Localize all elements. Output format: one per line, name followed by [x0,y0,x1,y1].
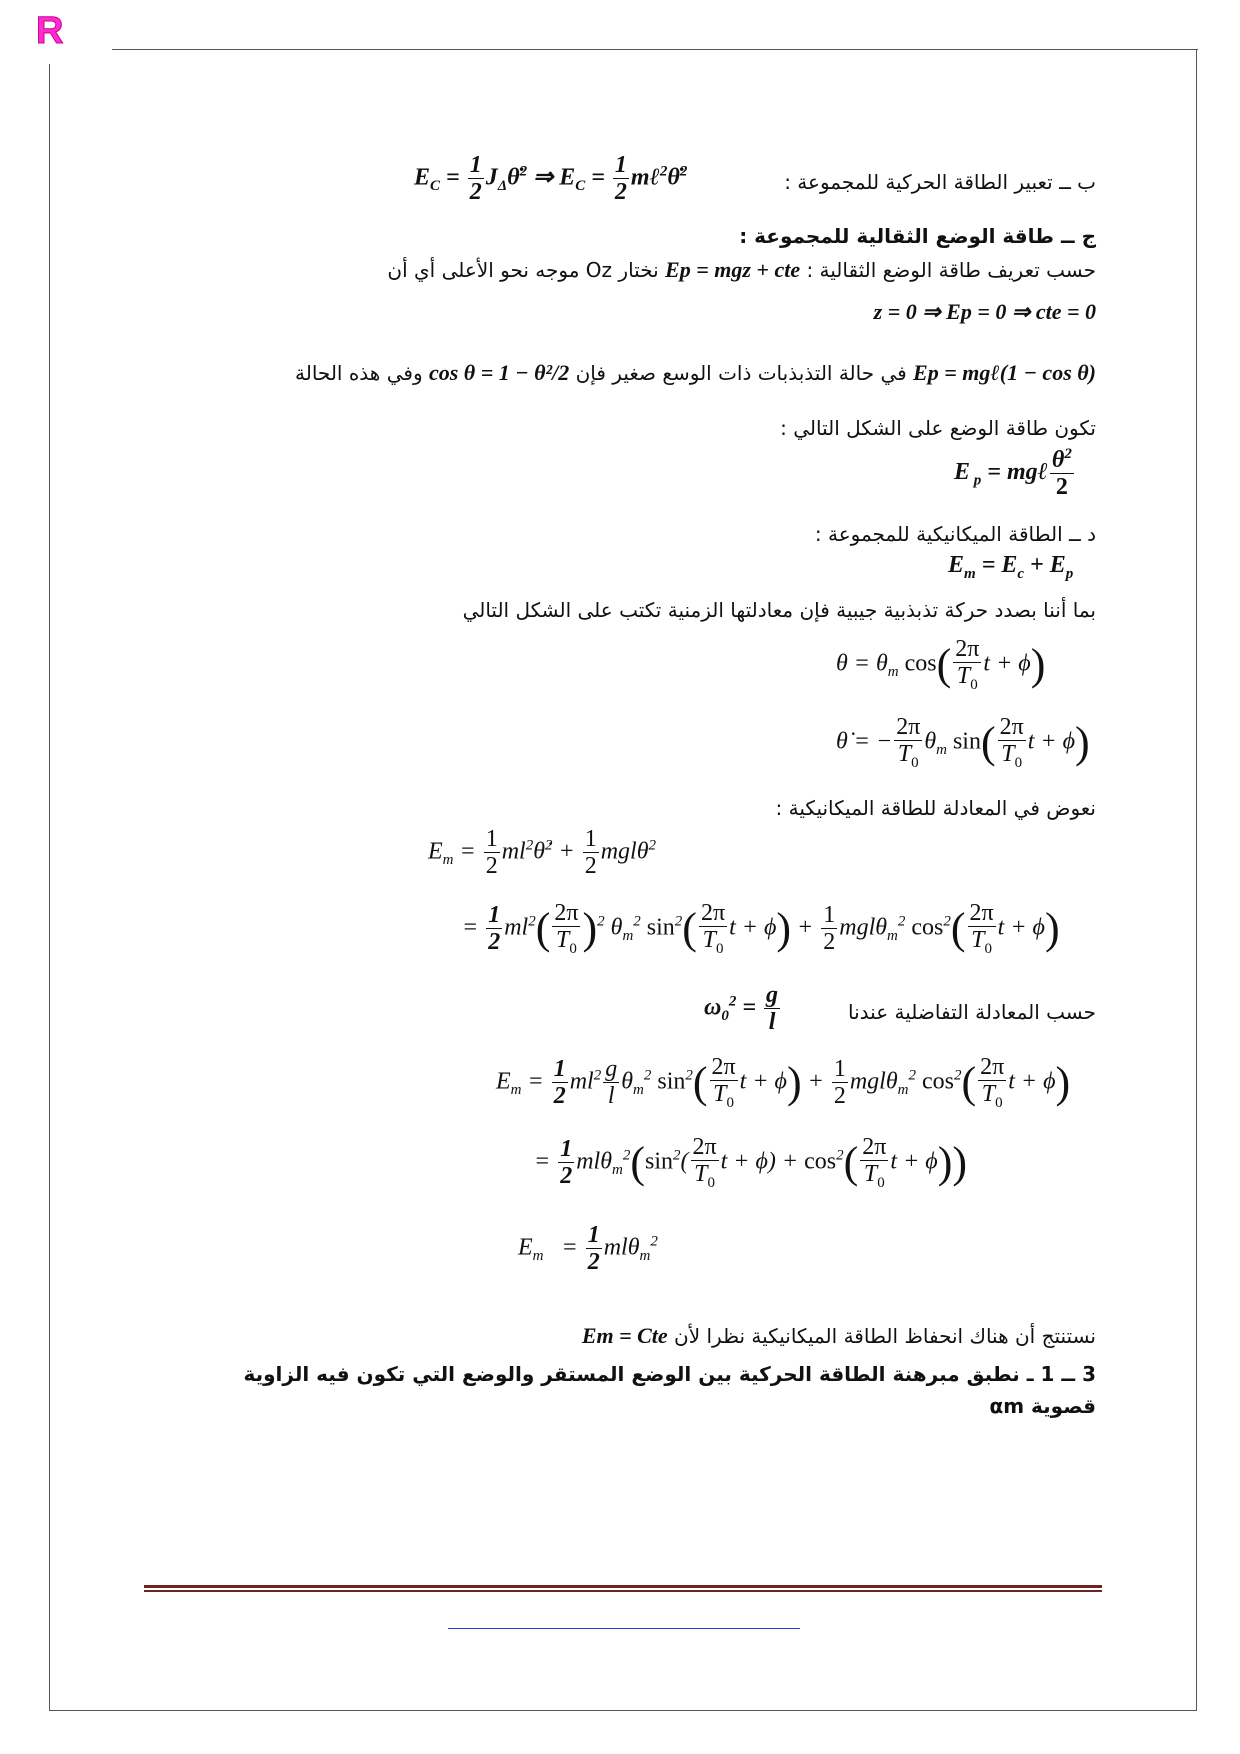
page-border-bottom [49,1710,1197,1711]
eq-kinetic-energy: $E_C$ = $\frac{1}{2}$ $J_\Delta\thetȧ^2$ ⇒ $E_C$ = $\frac{1}{2}$ mℓ$^2$θ̇$^2$ [414,152,688,206]
page-border-top [112,49,1198,50]
line-sub: نعوض في المعادلة للطاقة الميكانيكية : [775,796,1096,820]
eq-em-sum: $E_m = E_c + E_p$ [948,552,1074,582]
line-hasab: حسب تعريف طاقة الوضع الثقالية : [806,258,1096,282]
eq-em-final: $E_m$ = $\frac{1}{2}$ mlθ$_m^2$ [518,1222,658,1276]
heading-d: د ــ الطاقة الميكانيكية للمجموعة : [814,522,1096,546]
section-3b: قصوية [1031,1394,1096,1418]
page-border-left [49,64,50,1711]
section-3-cont [989,1392,1096,1420]
eq-theta-dot: θ̇ = − $\frac{2\pi}{T_0}$ $\theta_m$ sin( $\frac{2\pi}{T_0}$ t + ϕ) [836,714,1090,772]
z-zero-line [874,298,1096,326]
conclusion-line [582,1322,1096,1350]
eq-em-1: $E_m$ = $\frac{1}{2}$ $ml^2\thetȧ^2$ + $\frac{1}{2}$ mglθ$^2$ [428,826,657,880]
eq-em-3: $E_m$ = $\frac{1}{2}$ $ml^2$ $\frac{g}{l}$ $\theta_m^2$ $\sin^2$( $\frac{2\pi}{T_0}$ t + ϕ) + $\frac{1}{2}$ mglθ$_m^2$ $\cos^2$( $\frac{2\pi}{T_0}$ t + ϕ) [496,1054,1071,1112]
potential-definition-line [387,256,1096,284]
logo-r: R [36,10,63,52]
eq-ep-approx: E $_p$ = mgℓ $\frac{\theta^2}{2}$ [954,446,1072,501]
line-diff: حسب المعادلة التفاضلية عندنا [848,1000,1096,1024]
line-oz: نختار Oz موجه نحو الأعلى أي أن [387,258,659,282]
line-case: وفي هذه الحالة [295,361,423,385]
section-3: 3 ــ 1 ـ نطبق مبرهنة الطاقة الحركية بين الوضع المستقر والوضع التي تكون فيه الزاوية [243,1362,1096,1386]
footer-rule [144,1585,1102,1592]
heading-b: ب ــ تعبير الطاقة الحركية للمجموعة : [784,170,1096,194]
eq-z0: z = 0 ⇒ Ep = 0 ⇒ cte = 0 [873,299,1096,324]
eq-em-4: = $\frac{1}{2}$ $ml\theta_m^2(\sin^2$( $\frac{2\pi}{T_0}$ $t + \phi) + \cos^2$( $\frac{2\pi}{T_0}$ t + ϕ)) [534,1134,968,1192]
footer-link-underline[interactable] [448,1628,800,1629]
line-sin: بما أننا بصدد حركة تذبذبية جيبية فإن معادلتها الزمنية تكتب على الشكل التالي [462,598,1096,622]
eq-theta: $\theta = \theta_m$ cos( $\frac{2\pi}{T_0}$ t + ϕ) [836,636,1046,694]
alpha-m: αm [989,1394,1025,1418]
line-conc: نستنتج أن هناك انحفاظ الطاقة الميكانيكية نظرا لأن [674,1324,1096,1348]
eq-omega0: $\omega_0^2$ = $\frac{g}{l}$ [704,982,779,1036]
small-oscillation-line [295,359,1096,387]
eq-ep-def: Ep = mgz + cte [665,257,801,282]
eq-cos-approx: cos θ = 1 − θ²/2 [428,360,570,385]
differential-line [848,998,1096,1026]
heading-c: ج ــ طاقة الوضع الثقالية للمجموعة : [739,224,1096,248]
kinetic-energy-line [784,168,1096,196]
line-small: في حالة التذبذبات ذات الوسع صغير فإن [575,361,907,385]
eq-em-2: = $\frac{1}{2}$ $ml^2$( $\frac{2\pi}{T_0}$ )$^2$ $\theta_m^2$ $\sin^2$( $\frac{2\pi}{T_0}$ t + ϕ) + $\frac{1}{2}$ mglθ$_m^2$ $\cos^2$( $\frac{2\pi}{T_0}$ t + ϕ) [462,900,1060,958]
eq-em-const: Em = Cte [581,1323,668,1348]
page-border-right [1196,49,1197,1711]
eq-ep-cos: Ep = mgℓ(1 − cos θ) [913,360,1096,385]
line-form: تكون طاقة الوضع على الشكل التالي : [780,416,1096,440]
